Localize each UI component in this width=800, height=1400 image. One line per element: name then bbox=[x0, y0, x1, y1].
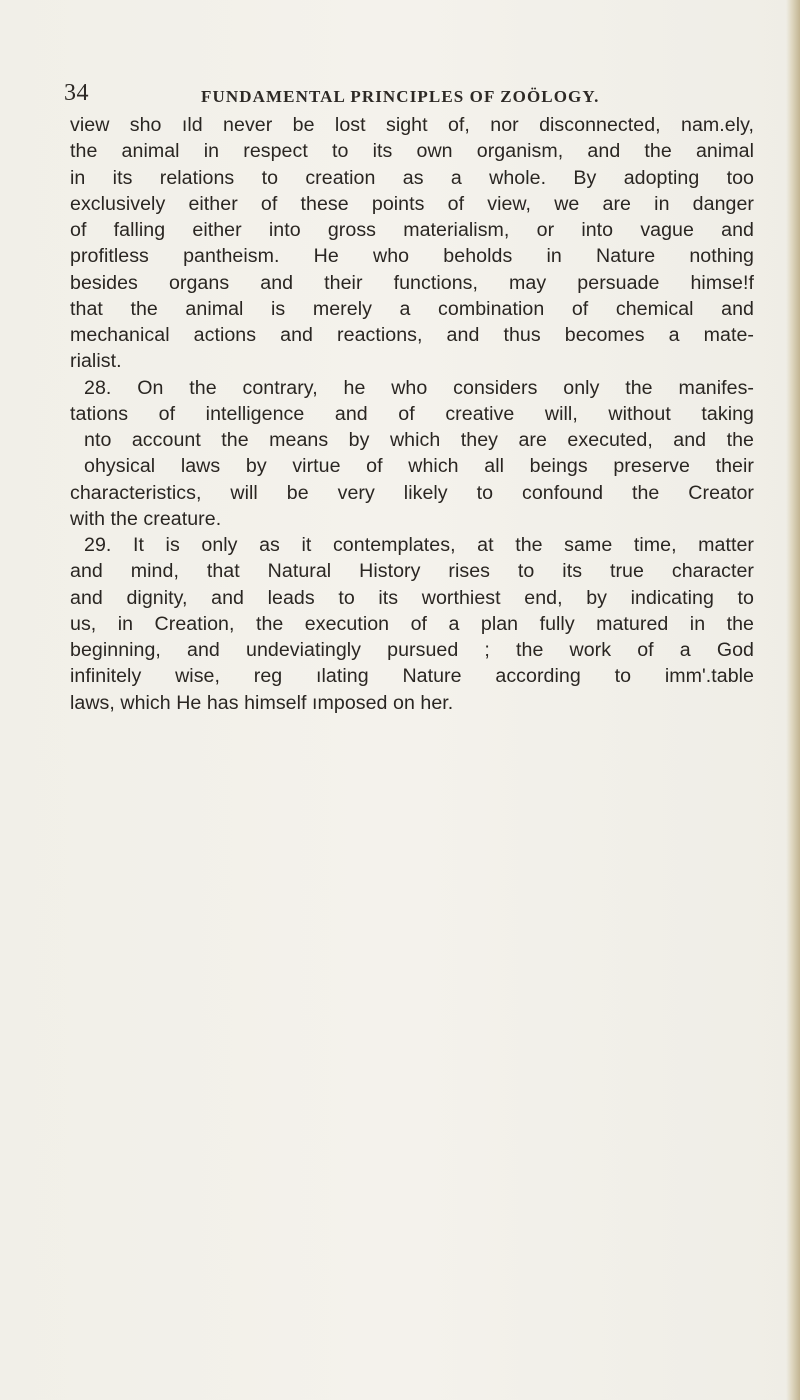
text-line: in its relations to creation as a whole. By adopting too bbox=[70, 166, 754, 189]
text-line: characteristics, will be very likely to confound the Creator bbox=[70, 481, 754, 504]
text-line: rialist. bbox=[70, 350, 122, 373]
text-line: exclusively either of these points of view, we are in danger bbox=[70, 192, 754, 215]
text-line: that the animal is merely a combination of chemical and bbox=[70, 297, 754, 320]
text-line: infinitely wise, reg ılating Nature according to imm'.table bbox=[70, 665, 754, 688]
text-line: tations of intelligence and of creative will, without taking bbox=[70, 402, 754, 425]
text-line: laws, which He has himself ımposed on her. bbox=[70, 691, 454, 714]
text-line: nto account the means by which they are executed, and the bbox=[84, 429, 754, 451]
paragraph-29-start: 29. It is only as it contemplates, at the same time, matter bbox=[84, 534, 754, 556]
text-line: profitless pantheism. He who beholds in Nature nothing bbox=[70, 245, 754, 268]
page-number: 34 bbox=[64, 80, 89, 106]
text-line: the animal in respect to its own organism, and the animal bbox=[70, 140, 754, 163]
text-line: ohysical laws by virtue of which all beings preserve their bbox=[84, 455, 754, 478]
text-line: of falling either into gross materialism, or into vague and bbox=[70, 219, 754, 241]
text-line: and mind, that Natural History rises to its true character bbox=[70, 560, 754, 583]
text-line: with the creature. bbox=[70, 507, 222, 530]
page-edge-shadow bbox=[786, 0, 800, 1400]
paragraph-28-start: 28. On the contrary, he who considers only the manifes- bbox=[84, 376, 754, 399]
text-line: and dignity, and leads to its worthiest end, by indicating to bbox=[70, 586, 754, 609]
text-line: beginning, and undeviatingly pursued ; the work of a God bbox=[70, 639, 754, 661]
body-text bbox=[70, 112, 754, 716]
text-line: us, in Creation, the execution of a plan fully matured in the bbox=[70, 612, 754, 635]
text-line: view sho ıld never be lost sight of, nor disconnected, nam.ely, bbox=[70, 114, 754, 136]
running-head: FUNDAMENTAL PRINCIPLES OF ZOÖLOGY. bbox=[201, 87, 600, 106]
text-line: mechanical actions and reactions, and thus becomes a mate- bbox=[70, 324, 754, 346]
text-line: besides organs and their functions, may persuade himse!f bbox=[70, 271, 754, 294]
